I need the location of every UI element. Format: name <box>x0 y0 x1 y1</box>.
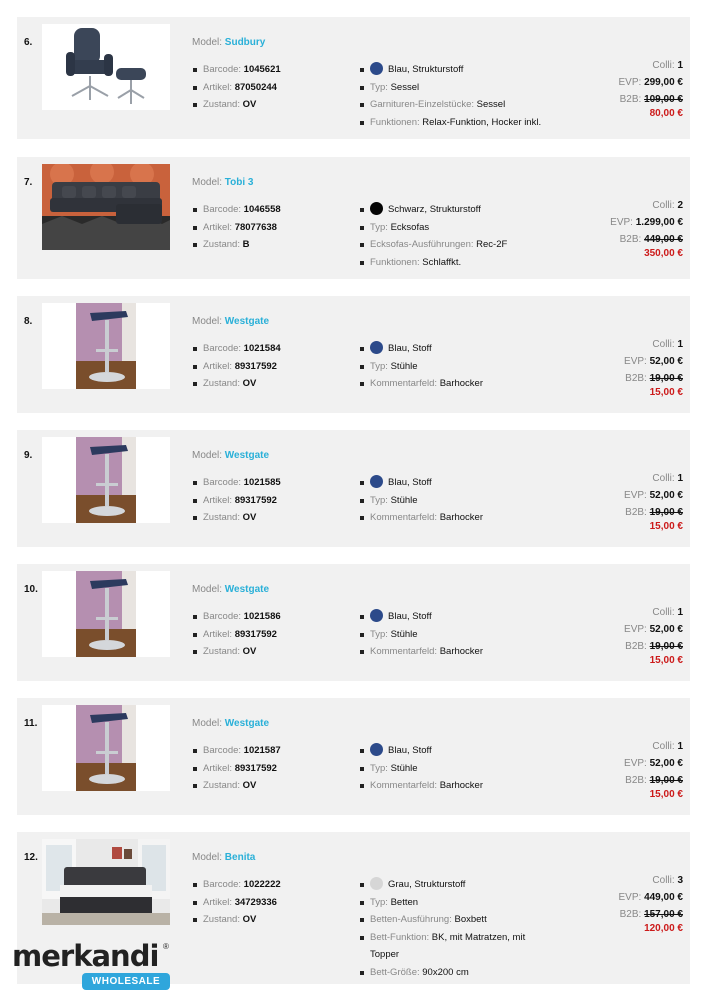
product-codes-list <box>193 608 281 661</box>
colli-row: Colli: 1 <box>652 473 683 484</box>
bar-stool-image <box>42 437 170 523</box>
barcode-row: Barcode: 1046558 <box>193 201 281 219</box>
color-row: Blau, Stoff <box>360 340 560 358</box>
extra1-row: Kommentarfeld: Barhocker <box>360 643 560 661</box>
b2b-new-price: 15,00 € <box>649 655 683 666</box>
typ-row: Typ: Stühle <box>360 760 560 778</box>
model-line <box>192 37 265 48</box>
artikel-row: Artikel: 89317592 <box>193 358 281 376</box>
product-codes-list <box>193 61 281 114</box>
barcode-value: 1021585 <box>243 477 281 488</box>
barcode-value: 1021587 <box>243 745 281 756</box>
model-name[interactable]: Westgate <box>224 584 270 595</box>
color-row: Blau, Stoff <box>360 608 560 626</box>
zustand-row: Zustand: OV <box>193 509 281 527</box>
artikel-row: Artikel: 89317592 <box>193 760 281 778</box>
typ-row: Typ: Stühle <box>360 358 560 376</box>
product-codes-list <box>193 876 281 929</box>
b2b-new-price: 15,00 € <box>649 521 683 532</box>
item-number: 12. <box>24 852 38 863</box>
b2b-new-price: 15,00 € <box>649 387 683 398</box>
model-label: Model: <box>192 37 223 48</box>
zustand-row: Zustand: OV <box>193 643 281 661</box>
b2b-row: B2B: 19,00 € <box>625 641 683 652</box>
product-image-bar-stool[interactable] <box>42 705 170 791</box>
b2b-old-price: 157,00 € <box>644 909 683 920</box>
extra1-row: Garnituren-Einzelstücke: Sessel <box>360 96 560 114</box>
item-number: 6. <box>24 37 33 48</box>
color-row: Blau, Strukturstoff <box>360 61 560 79</box>
b2b-new-price: 80,00 € <box>649 108 683 119</box>
color-row: Blau, Stoff <box>360 742 560 760</box>
artikel-value: 89317592 <box>234 360 277 372</box>
colli-row: Colli: 1 <box>652 339 683 350</box>
b2b-row: B2B: 19,00 € <box>625 775 683 786</box>
product-attributes-list <box>360 876 545 981</box>
product-card <box>17 698 690 815</box>
evp-row: EVP: 52,00 € <box>624 490 683 501</box>
extra1-row: Betten-Ausführung: Boxbett <box>360 911 545 929</box>
model-label: Model: <box>192 177 223 188</box>
zustand-value: OV <box>242 512 257 523</box>
item-number: 10. <box>24 584 38 595</box>
extra3-row: Bett-Größe: 90x200 cm <box>360 964 545 982</box>
product-codes-list <box>193 742 281 795</box>
barcode-row: Barcode: 1021587 <box>193 742 281 760</box>
evp-row: EVP: 52,00 € <box>624 356 683 367</box>
recliner-chair-image <box>42 24 170 110</box>
zustand-row: Zustand: OV <box>193 96 281 114</box>
item-number: 8. <box>24 316 33 327</box>
evp-row: EVP: 52,00 € <box>624 624 683 635</box>
artikel-value: 87050244 <box>234 81 277 93</box>
product-attributes-list <box>360 201 560 271</box>
zustand-value: OV <box>242 780 257 791</box>
zustand-value: OV <box>242 99 257 110</box>
colli-row: Colli: 1 <box>652 60 683 71</box>
zustand-value: OV <box>242 914 257 925</box>
price-block <box>610 197 683 260</box>
model-name[interactable]: Westgate <box>224 450 270 461</box>
b2b-row: B2B: 19,00 € <box>625 373 683 384</box>
zustand-value: OV <box>242 378 257 389</box>
typ-row: Typ: Stühle <box>360 492 560 510</box>
barcode-value: 1022222 <box>243 879 281 890</box>
price-block <box>624 604 683 667</box>
model-line <box>192 718 269 729</box>
price-block <box>624 336 683 399</box>
zustand-value: B <box>242 239 250 250</box>
extra1-row: Ecksofas-Ausführungen: Rec-2F <box>360 236 560 254</box>
product-attributes-list <box>360 608 560 661</box>
zustand-row: Zustand: B <box>193 236 281 254</box>
b2b-old-price: 449,00 € <box>644 234 683 245</box>
product-card <box>17 564 690 681</box>
color-swatch <box>370 743 383 756</box>
product-image-recliner-chair[interactable] <box>42 24 170 110</box>
bar-stool-image <box>42 571 170 657</box>
typ-row: Typ: Stühle <box>360 626 560 644</box>
barcode-value: 1021584 <box>243 343 281 354</box>
extra1-row: Kommentarfeld: Barhocker <box>360 777 560 795</box>
price-block <box>618 872 683 935</box>
model-line <box>192 584 269 595</box>
barcode-row: Barcode: 1021584 <box>193 340 281 358</box>
color-swatch <box>370 341 383 354</box>
extra1-row: Kommentarfeld: Barhocker <box>360 509 560 527</box>
artikel-value: 34729336 <box>234 896 277 908</box>
price-block <box>624 738 683 801</box>
b2b-old-price: 19,00 € <box>649 507 683 518</box>
model-line <box>192 316 269 327</box>
color-swatch <box>370 62 383 75</box>
product-image-bar-stool[interactable] <box>42 303 170 389</box>
zustand-value: OV <box>242 646 257 657</box>
price-block <box>624 470 683 533</box>
price-block <box>618 57 683 120</box>
item-number: 9. <box>24 450 33 461</box>
bar-stool-image <box>42 303 170 389</box>
b2b-old-price: 109,00 € <box>644 94 683 105</box>
color-swatch <box>370 877 383 890</box>
artikel-row: Artikel: 89317592 <box>193 626 281 644</box>
product-image-bar-stool[interactable] <box>42 437 170 523</box>
model-name[interactable]: Westgate <box>224 316 270 327</box>
artikel-value: 89317592 <box>234 494 277 506</box>
product-card <box>17 296 690 413</box>
model-line <box>192 450 269 461</box>
product-attributes-list <box>360 340 560 393</box>
model-name[interactable]: Tobi 3 <box>224 177 254 188</box>
colli-row: Colli: 2 <box>652 200 683 211</box>
artikel-row: Artikel: 87050244 <box>193 79 281 97</box>
bar-stool-image <box>42 705 170 791</box>
wholesale-badge: WHOLESALE <box>82 973 170 990</box>
model-name[interactable]: Westgate <box>224 718 270 729</box>
product-codes-list <box>193 201 281 254</box>
barcode-value: 1045621 <box>243 64 281 75</box>
product-image-box-bed[interactable] <box>42 839 170 925</box>
corner-sofa-image <box>42 164 170 250</box>
color-swatch <box>370 202 383 215</box>
color-swatch <box>370 609 383 622</box>
b2b-new-price: 15,00 € <box>649 789 683 800</box>
colli-row: Colli: 1 <box>652 741 683 752</box>
product-attributes-list <box>360 61 560 131</box>
b2b-row: B2B: 109,00 € <box>619 94 683 105</box>
product-attributes-list <box>360 742 560 795</box>
model-label: Model: <box>192 584 223 595</box>
b2b-old-price: 19,00 € <box>649 641 683 652</box>
product-attributes-list <box>360 474 560 527</box>
color-swatch <box>370 475 383 488</box>
evp-row: EVP: 52,00 € <box>624 758 683 769</box>
b2b-new-price: 120,00 € <box>644 923 683 934</box>
item-number: 7. <box>24 177 33 188</box>
artikel-row: Artikel: 89317592 <box>193 492 281 510</box>
zustand-row: Zustand: OV <box>193 777 281 795</box>
model-label: Model: <box>192 450 223 461</box>
artikel-value: 89317592 <box>234 762 277 774</box>
merkandi-logo[interactable] <box>12 940 172 992</box>
artikel-value: 78077638 <box>234 221 277 233</box>
box-bed-image <box>42 839 170 925</box>
artikel-row: Artikel: 34729336 <box>193 894 281 912</box>
typ-row: Typ: Sessel <box>360 79 560 97</box>
model-label: Model: <box>192 852 223 863</box>
extra1-row: Kommentarfeld: Barhocker <box>360 375 560 393</box>
zustand-row: Zustand: OV <box>193 911 281 929</box>
artikel-row: Artikel: 78077638 <box>193 219 281 237</box>
b2b-old-price: 19,00 € <box>649 373 683 384</box>
zustand-row: Zustand: OV <box>193 375 281 393</box>
colli-row: Colli: 1 <box>652 607 683 618</box>
extra2-row: Funktionen: Relax-Funktion, Hocker inkl. <box>360 114 560 132</box>
color-row: Grau, Strukturstoff <box>360 876 545 894</box>
barcode-value: 1046558 <box>243 204 281 215</box>
barcode-row: Barcode: 1045621 <box>193 61 281 79</box>
product-codes-list <box>193 340 281 393</box>
model-line <box>192 177 254 188</box>
product-card <box>17 430 690 547</box>
b2b-row: B2B: 19,00 € <box>625 507 683 518</box>
artikel-value: 89317592 <box>234 628 277 640</box>
extra2-row: Funktionen: Schlaffkt. <box>360 254 560 272</box>
barcode-row: Barcode: 1022222 <box>193 876 281 894</box>
b2b-new-price: 350,00 € <box>644 248 683 259</box>
color-row: Blau, Stoff <box>360 474 560 492</box>
product-codes-list <box>193 474 281 527</box>
model-line <box>192 852 255 863</box>
logo-wordmark: merkandi <box>12 939 159 973</box>
product-image-bar-stool[interactable] <box>42 571 170 657</box>
model-label: Model: <box>192 718 223 729</box>
product-card <box>17 17 690 139</box>
b2b-row: B2B: 157,00 € <box>619 909 683 920</box>
product-card <box>17 157 690 279</box>
model-name[interactable]: Sudbury <box>224 37 266 48</box>
evp-row: EVP: 299,00 € <box>618 77 683 88</box>
barcode-row: Barcode: 1021586 <box>193 608 281 626</box>
evp-row: EVP: 449,00 € <box>618 892 683 903</box>
b2b-row: B2B: 449,00 € <box>619 234 683 245</box>
colli-row: Colli: 3 <box>652 875 683 886</box>
extra2-row: Bett-Funktion: BK, mit Matratzen, mit Topper <box>360 929 545 964</box>
typ-row: Typ: Betten <box>360 894 545 912</box>
typ-row: Typ: Ecksofas <box>360 219 560 237</box>
barcode-value: 1021586 <box>243 611 281 622</box>
product-image-corner-sofa[interactable] <box>42 164 170 250</box>
registered-mark: ® <box>163 942 169 951</box>
model-label: Model: <box>192 316 223 327</box>
color-row: Schwarz, Strukturstoff <box>360 201 560 219</box>
item-number: 11. <box>24 718 38 729</box>
b2b-old-price: 19,00 € <box>649 775 683 786</box>
model-name[interactable]: Benita <box>224 852 256 863</box>
evp-row: EVP: 1.299,00 € <box>610 217 683 228</box>
barcode-row: Barcode: 1021585 <box>193 474 281 492</box>
